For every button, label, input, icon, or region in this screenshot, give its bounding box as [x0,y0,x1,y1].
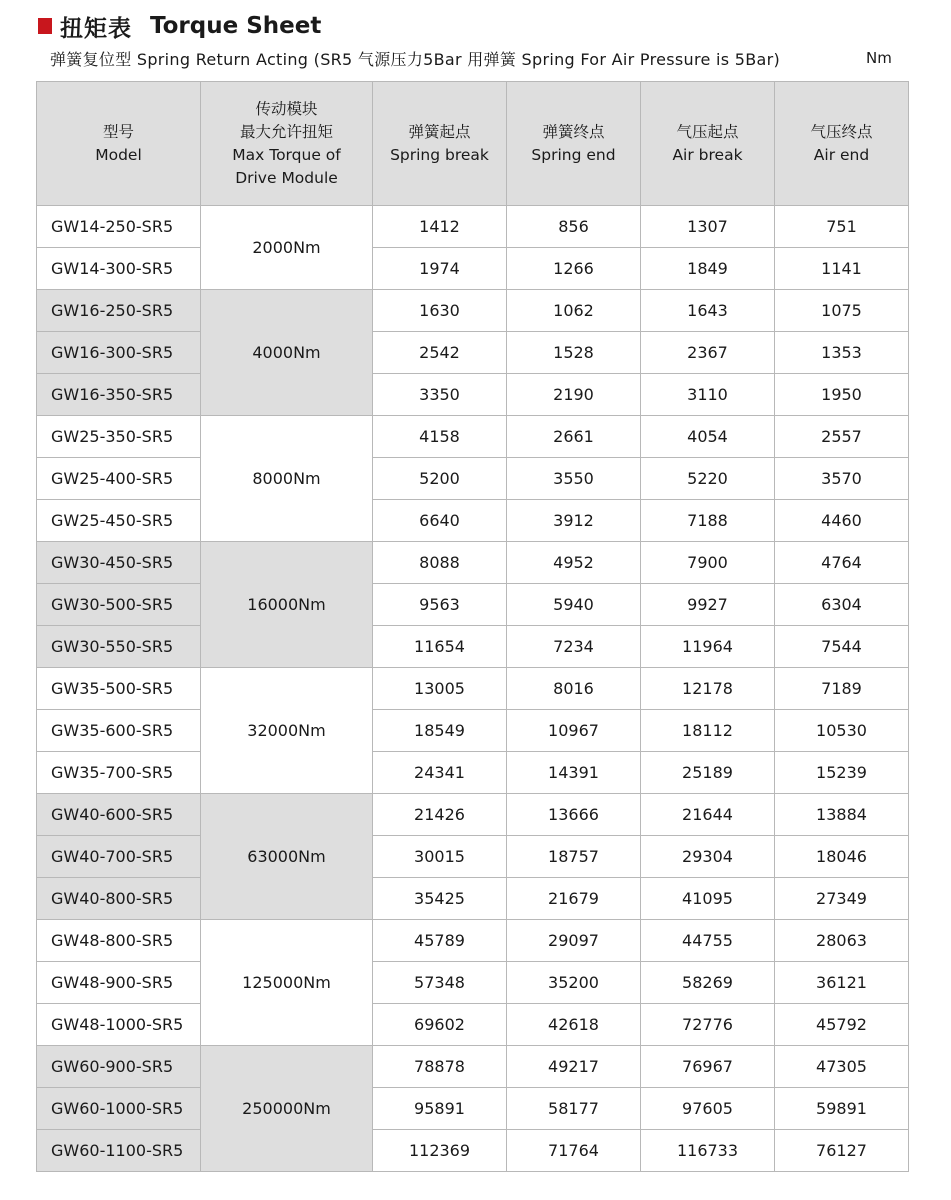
air-break-cell: 29304 [641,836,775,878]
air-end-cell: 47305 [775,1046,909,1088]
spring-end-cell: 14391 [507,752,641,794]
air-end-cell: 7189 [775,668,909,710]
spring-break-cell: 35425 [373,878,507,920]
title-chinese: 扭矩表 [60,15,132,42]
air-break-cell: 1849 [641,248,775,290]
model-cell: GW48-800-SR5 [37,920,201,962]
table-row [37,416,909,458]
air-end-cell: 1950 [775,374,909,416]
column-header-line: 气压终点 [810,122,873,141]
air-break-cell: 7900 [641,542,775,584]
model-cell: GW25-450-SR5 [37,500,201,542]
model-cell: GW30-550-SR5 [37,626,201,668]
spring-end-cell: 58177 [507,1088,641,1130]
air-break-cell: 97605 [641,1088,775,1130]
air-break-cell: 2367 [641,332,775,374]
table-row [37,626,909,668]
air-end-cell: 59891 [775,1088,909,1130]
spring-end-cell: 4952 [507,542,641,584]
unit-label: Nm [866,49,892,67]
spring-break-cell: 13005 [373,668,507,710]
air-end-cell: 18046 [775,836,909,878]
model-cell: GW25-400-SR5 [37,458,201,500]
air-break-cell: 11964 [641,626,775,668]
column-header-line: Max Torque of [232,145,341,164]
spring-break-cell: 1630 [373,290,507,332]
air-end-cell: 3570 [775,458,909,500]
air-end-cell: 7544 [775,626,909,668]
spring-break-cell: 8088 [373,542,507,584]
air-end-cell: 15239 [775,752,909,794]
table-row [37,1130,909,1172]
column-header-line: Drive Module [235,168,338,187]
column-header-max-torque [201,82,373,206]
max-torque-cell: 2000Nm [201,206,373,290]
spring-end-cell: 856 [507,206,641,248]
air-end-cell: 28063 [775,920,909,962]
table-row [37,1004,909,1046]
spring-break-cell: 95891 [373,1088,507,1130]
air-break-cell: 25189 [641,752,775,794]
table-row [37,920,909,962]
air-break-cell: 44755 [641,920,775,962]
air-end-cell: 45792 [775,1004,909,1046]
max-torque-cell: 250000Nm [201,1046,373,1172]
model-cell: GW60-900-SR5 [37,1046,201,1088]
model-cell: GW35-700-SR5 [37,752,201,794]
air-break-cell: 58269 [641,962,775,1004]
spring-end-cell: 42618 [507,1004,641,1046]
title-english: Torque Sheet [150,13,322,39]
spring-end-cell: 3912 [507,500,641,542]
spring-end-cell: 3550 [507,458,641,500]
spring-break-cell: 1412 [373,206,507,248]
spring-break-cell: 2542 [373,332,507,374]
column-header-spring-end [507,82,641,206]
air-break-cell: 116733 [641,1130,775,1172]
table-row [37,458,909,500]
air-break-cell: 12178 [641,668,775,710]
spring-end-cell: 2190 [507,374,641,416]
air-end-cell: 751 [775,206,909,248]
spring-break-cell: 1974 [373,248,507,290]
spring-end-cell: 29097 [507,920,641,962]
model-cell: GW30-500-SR5 [37,584,201,626]
torque-table [36,81,909,1172]
spring-break-cell: 18549 [373,710,507,752]
spring-break-cell: 69602 [373,1004,507,1046]
table-row [37,962,909,1004]
spring-end-cell: 21679 [507,878,641,920]
table-row [37,794,909,836]
column-header-line: 型号 [102,122,134,141]
spring-end-cell: 2661 [507,416,641,458]
air-break-cell: 76967 [641,1046,775,1088]
spring-break-cell: 3350 [373,374,507,416]
model-cell: GW30-450-SR5 [37,542,201,584]
air-end-cell: 6304 [775,584,909,626]
column-header-spring-break [373,82,507,206]
column-header-air-break [641,82,775,206]
model-cell: GW35-500-SR5 [37,668,201,710]
max-torque-cell: 16000Nm [201,542,373,668]
column-header-air-end [775,82,909,206]
spring-end-cell: 8016 [507,668,641,710]
model-cell: GW40-800-SR5 [37,878,201,920]
model-cell: GW14-300-SR5 [37,248,201,290]
air-break-cell: 1307 [641,206,775,248]
table-row [37,374,909,416]
table-row [37,710,909,752]
table-body [37,206,909,1172]
air-break-cell: 21644 [641,794,775,836]
max-torque-cell: 125000Nm [201,920,373,1046]
model-cell: GW16-350-SR5 [37,374,201,416]
table-row [37,248,909,290]
model-cell: GW25-350-SR5 [37,416,201,458]
max-torque-cell: 8000Nm [201,416,373,542]
spring-end-cell: 35200 [507,962,641,1004]
model-cell: GW35-600-SR5 [37,710,201,752]
spring-break-cell: 9563 [373,584,507,626]
column-header-line: 最大允许扭矩 [239,122,333,141]
subtitle: 弹簧复位型 Spring Return Acting (SR5 气源压力5Bar 用弹簧 Spring For Air Pressure is 5Bar) [50,50,781,69]
spring-break-cell: 112369 [373,1130,507,1172]
air-end-cell: 36121 [775,962,909,1004]
model-cell: GW60-1100-SR5 [37,1130,201,1172]
table-row [37,584,909,626]
table-row [37,332,909,374]
air-break-cell: 4054 [641,416,775,458]
air-end-cell: 27349 [775,878,909,920]
spring-end-cell: 1528 [507,332,641,374]
air-end-cell: 1353 [775,332,909,374]
max-torque-cell: 32000Nm [201,668,373,794]
table-row [37,542,909,584]
model-cell: GW60-1000-SR5 [37,1088,201,1130]
column-header-line: 传动模块 [255,99,318,118]
air-end-cell: 10530 [775,710,909,752]
max-torque-cell: 63000Nm [201,794,373,920]
spring-break-cell: 30015 [373,836,507,878]
spring-break-cell: 45789 [373,920,507,962]
air-break-cell: 9927 [641,584,775,626]
column-header-line: 弹簧起点 [408,122,471,141]
header-row [37,82,909,206]
spring-end-cell: 5940 [507,584,641,626]
air-end-cell: 76127 [775,1130,909,1172]
model-cell: GW48-1000-SR5 [37,1004,201,1046]
air-end-cell: 4460 [775,500,909,542]
air-break-cell: 5220 [641,458,775,500]
table-row [37,290,909,332]
spring-end-cell: 10967 [507,710,641,752]
spring-break-cell: 24341 [373,752,507,794]
spring-end-cell: 1266 [507,248,641,290]
red-square-icon [38,18,52,34]
column-header-line: Model [95,145,142,164]
spring-break-cell: 57348 [373,962,507,1004]
air-end-cell: 1075 [775,290,909,332]
air-break-cell: 18112 [641,710,775,752]
model-cell: GW48-900-SR5 [37,962,201,1004]
column-header-line: Air break [672,145,743,164]
page-title [38,10,321,42]
model-cell: GW14-250-SR5 [37,206,201,248]
spring-break-cell: 6640 [373,500,507,542]
air-break-cell: 72776 [641,1004,775,1046]
table-row [37,878,909,920]
spring-end-cell: 13666 [507,794,641,836]
spring-break-cell: 78878 [373,1046,507,1088]
table-row [37,500,909,542]
column-header-line: Spring end [531,145,616,164]
model-cell: GW40-600-SR5 [37,794,201,836]
column-header-line: 弹簧终点 [542,122,605,141]
column-header-line: Spring break [390,145,489,164]
air-end-cell: 13884 [775,794,909,836]
air-break-cell: 41095 [641,878,775,920]
table-row [37,1088,909,1130]
air-end-cell: 2557 [775,416,909,458]
spring-end-cell: 18757 [507,836,641,878]
air-end-cell: 1141 [775,248,909,290]
air-break-cell: 7188 [641,500,775,542]
table-row [37,1046,909,1088]
model-cell: GW16-250-SR5 [37,290,201,332]
max-torque-cell: 4000Nm [201,290,373,416]
model-cell: GW16-300-SR5 [37,332,201,374]
table-row [37,836,909,878]
model-cell: GW40-700-SR5 [37,836,201,878]
column-header-line: 气压起点 [676,122,739,141]
table-row [37,752,909,794]
column-header-line: Air end [813,145,870,164]
spring-end-cell: 49217 [507,1046,641,1088]
spring-break-cell: 4158 [373,416,507,458]
air-end-cell: 4764 [775,542,909,584]
spring-break-cell: 21426 [373,794,507,836]
spring-end-cell: 7234 [507,626,641,668]
spring-end-cell: 1062 [507,290,641,332]
table-row [37,206,909,248]
air-break-cell: 3110 [641,374,775,416]
table-row [37,668,909,710]
column-header-model [37,82,201,206]
air-break-cell: 1643 [641,290,775,332]
spring-break-cell: 11654 [373,626,507,668]
spring-break-cell: 5200 [373,458,507,500]
spring-end-cell: 71764 [507,1130,641,1172]
